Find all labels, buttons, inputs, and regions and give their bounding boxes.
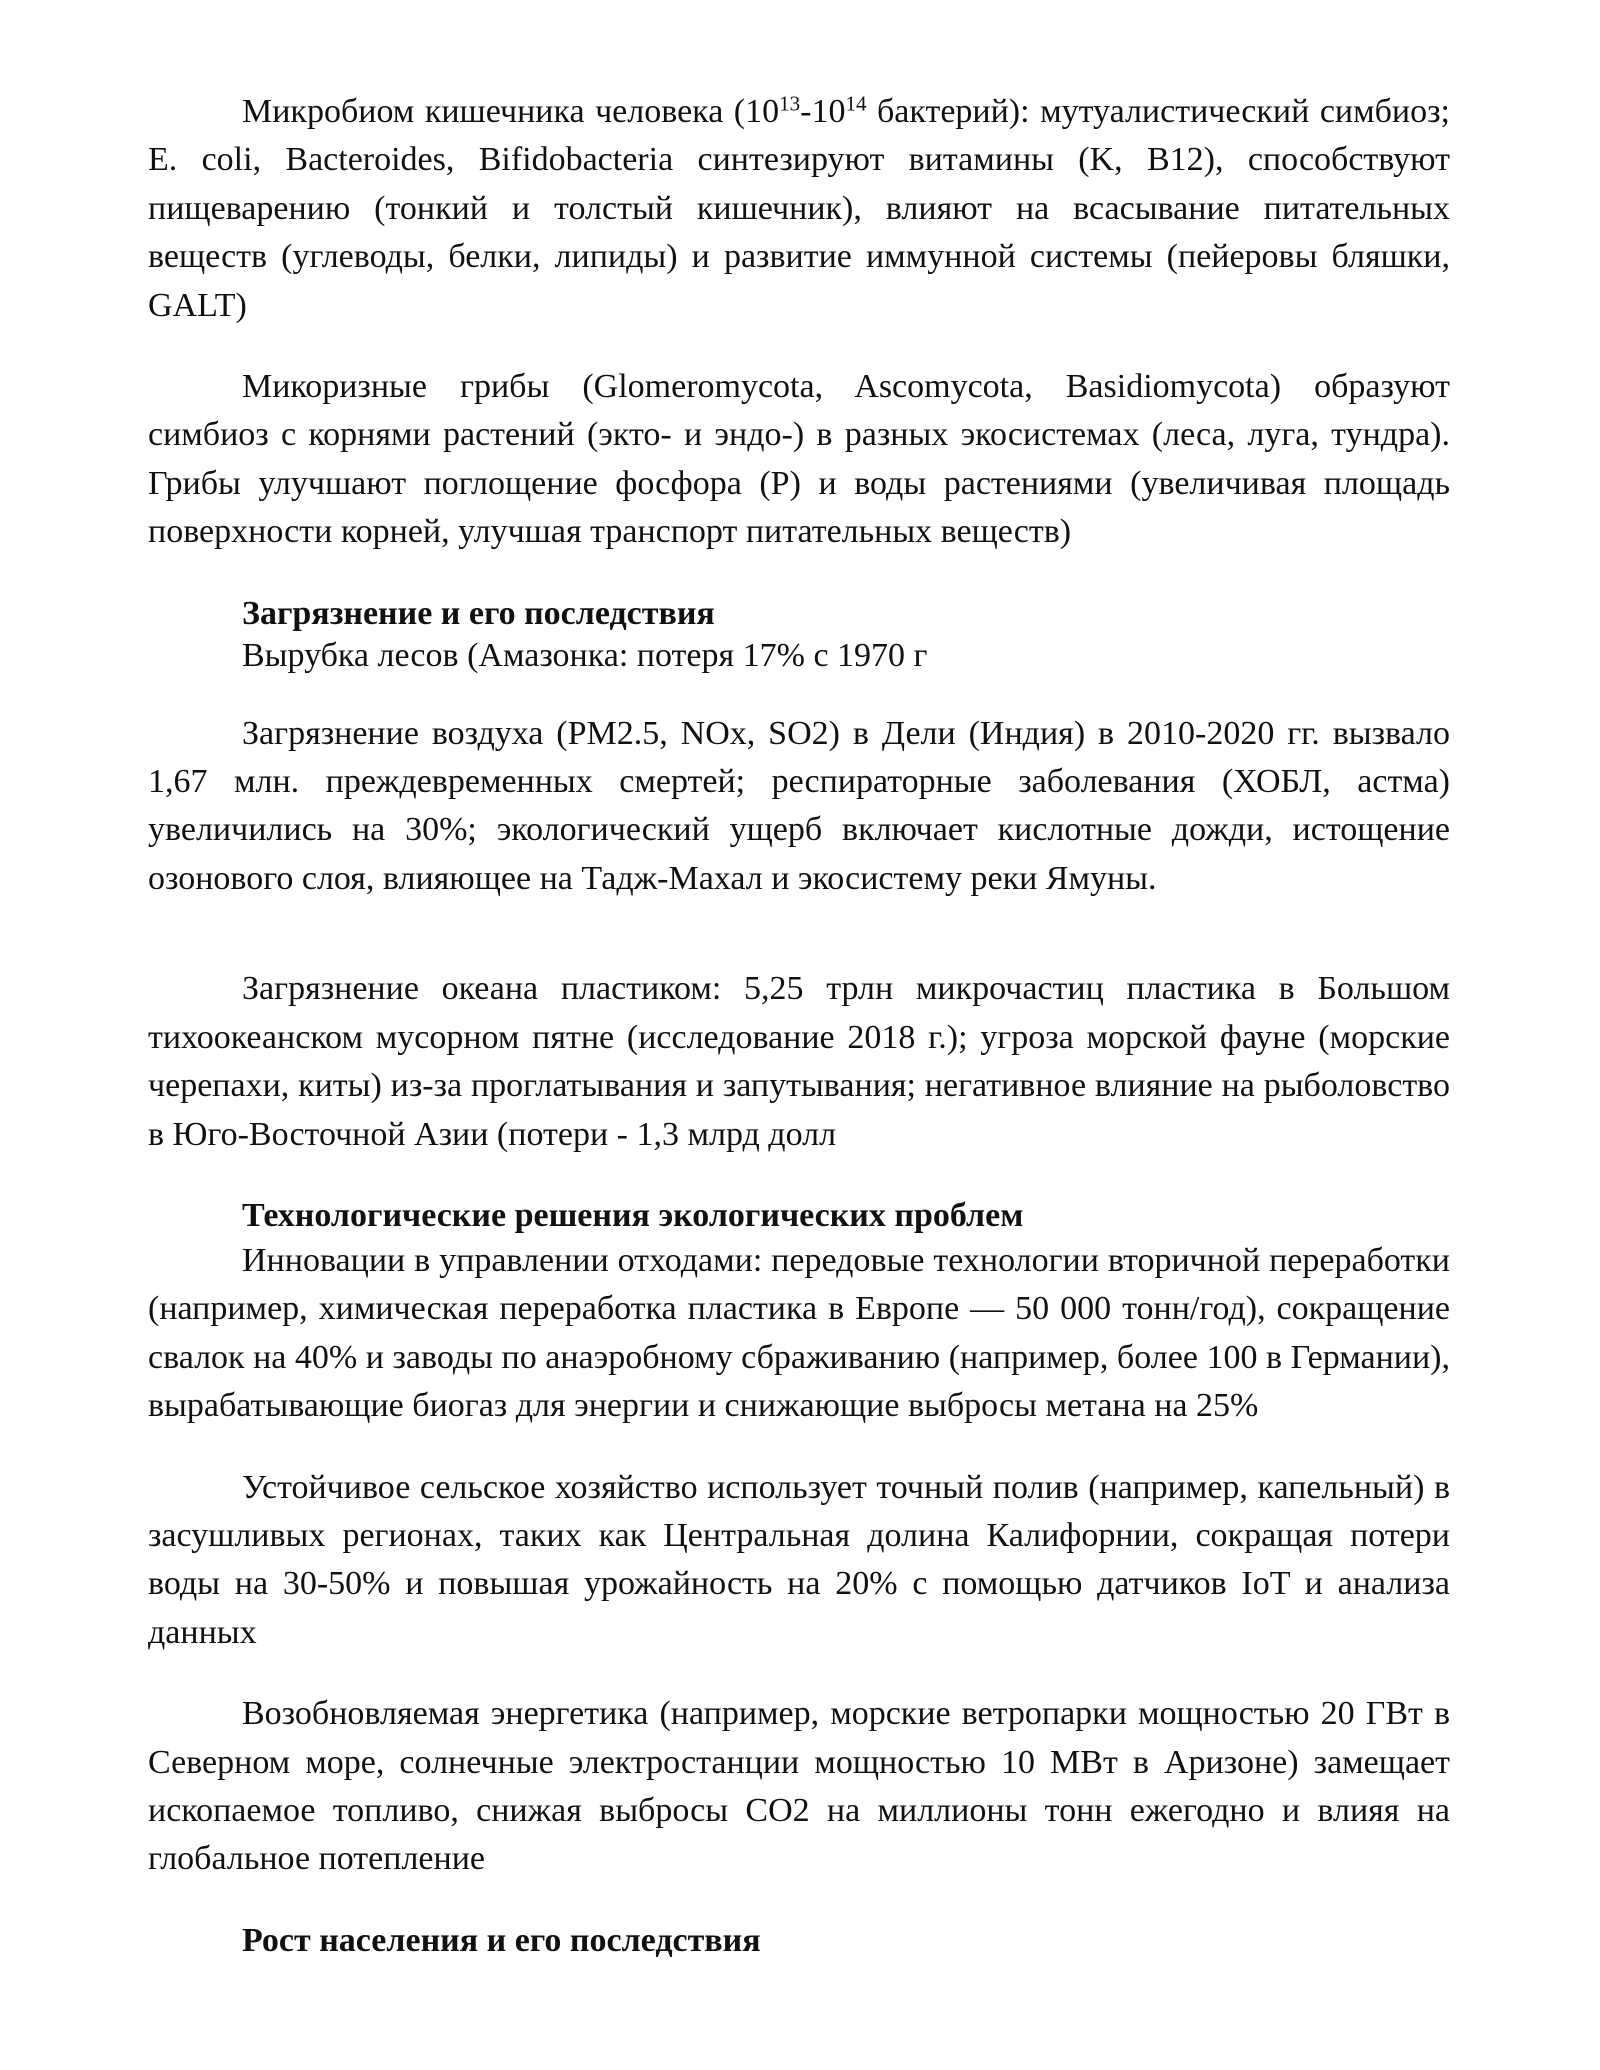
heading-pollution: Загрязнение и его последствия [242,594,715,632]
paragraph-gut-microbiome-text-b: -10 [800,93,846,130]
paragraph-gut-microbiome [148,88,1450,330]
paragraph-gut-microbiome-text-c: бактерий): мутуалистический симбиоз; E. coli, Bacteroides, Bifidobacteria синтезируют витамины (K, B12), способствуют пищеварению (тонкий и толстый кишечник), влияют на всасывание питательных веществ (углеводы, белки, липиды) и развитие иммунной системы (пейеровы бляшки, GALT) [148,93,1450,324]
paragraph-mycorrhizal-fungi: Микоризные грибы (Glomeromycota, Ascomycota, Basidiomycota) образуют симбиоз с корнями растений (экто- и эндо-) в разных экосистемах (леса, луга, тундра). Грибы улучшают поглощение фосфора (P) и воды растениями (увеличивая площадь поверхности корней, улучшая транспорт питательных веществ) [148,368,1450,551]
paragraph-deforestation: Вырубка лесов (Амазонка: потеря 17% с 1970 г [242,636,928,674]
paragraph-gut-microbiome-text-a: Микробиом кишечника человека (10 [242,93,780,130]
paragraph-sustainable-agriculture: Устойчивое сельское хозяйство использует точный полив (например, капельный) в засушливых регионах, таких как Центральная долина Калифорнии, сокращая потери воды на 30-50% и повышая урожайность на 20% с помощью датчиков IoT и анализа данных [148,1468,1450,1651]
heading-population-growth: Рост населения и его последствия [242,1921,761,1959]
exponent-14: 14 [845,91,867,116]
heading-tech-solutions: Технологические решения экологических проблем [242,1196,1024,1234]
exponent-13: 13 [779,91,801,116]
paragraph-renewable-energy: Возобновляемая энергетика (например, морские ветропарки мощностью 20 ГВт в Северном море, солнечные электростанции мощностью 10 МВт в Аризоне) замещает ископаемое топливо, снижая выбросы CO2 на миллионы тонн ежегодно и влияя на глобальное потепление [148,1695,1450,1878]
paragraph-waste-management: Инновации в управлении отходами: передовые технологии вторичной переработки (например, химическая переработка пластика в Европе — 50 000 тонн/год), сокращение свалок на 40% и заводы по анаэробному сбраживанию (например, более 100 в Германии), вырабатывающие биогаз для энергии и снижающие выбросы метана на 25% [148,1241,1450,1425]
document-page [148,88,1450,1962]
paragraph-ocean-plastic: Загрязнение океана пластиком: 5,25 трлн микрочастиц пластика в Большом тихоокеанском мусорном пятне (исследование 2018 г.); угроза морской фауне (морские черепахи, киты) из-за проглатывания и запутывания; негативное влияние на рыболовство в Юго-Восточной Азии (потери - 1,3 млрд долл [148,970,1450,1153]
paragraph-air-pollution: Загрязнение воздуха (PM2.5, NOx, SO2) в Дели (Индия) в 2010-2020 гг. вызвало 1,67 млн. преждевременных смертей; респираторные заболевания (ХОБЛ, астма) увеличились на 30%; экологический ущерб включает кислотные дожди, истощение озонового слоя, влияющее на Тадж-Махал и экосистему реки Ямуны. [148,714,1450,897]
